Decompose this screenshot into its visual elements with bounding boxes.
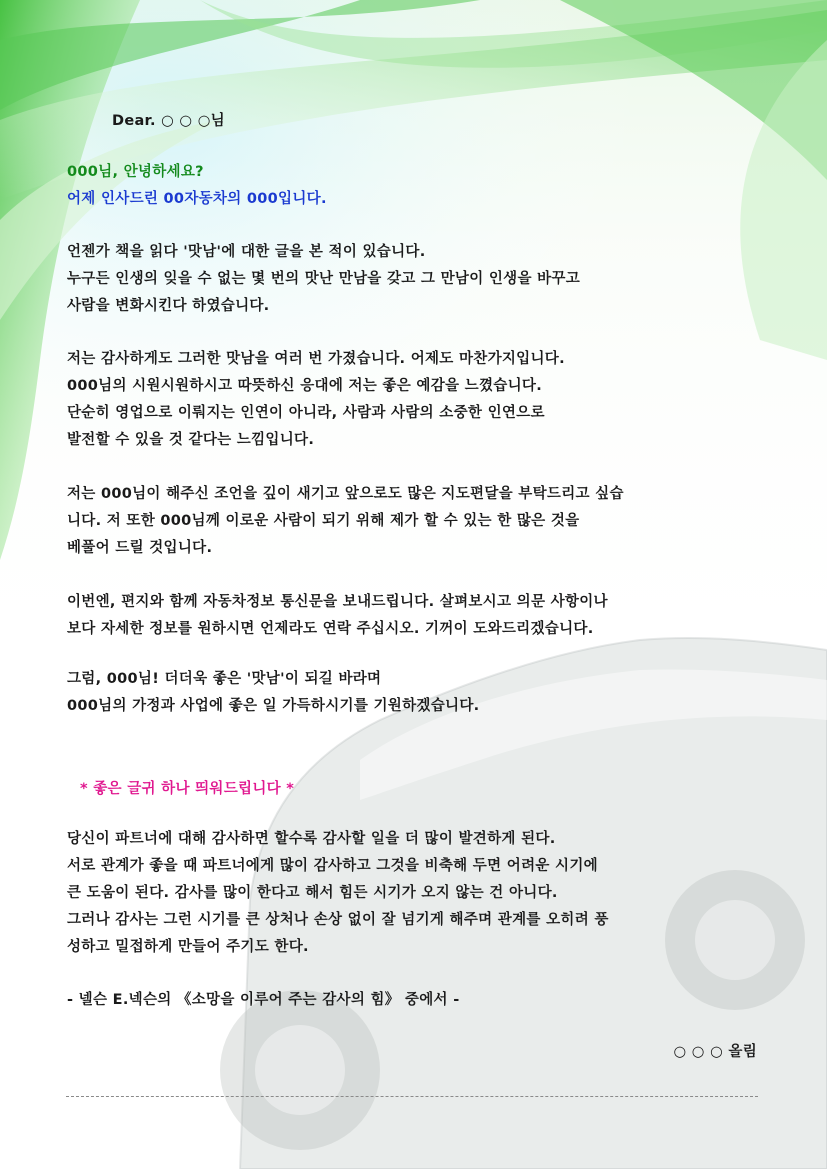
paragraph-line: 저는 000님이 해주신 조언을 깊이 새기고 앞으로도 많은 지도편달을 부탁드리고 싶습 xyxy=(67,486,624,502)
paragraph-line: 보다 자세한 정보를 원하시면 언제라도 연락 주십시오. 기꺼이 도와드리겠습니다. xyxy=(67,621,594,637)
paragraph-line: 니다. 저 또한 000님께 이로운 사람이 되기 위해 제가 할 수 있는 한 많은 것을 xyxy=(67,513,580,529)
quote-line: 서로 관계가 좋을 때 파트너에게 많이 감사하고 그것을 비축해 두면 어려운 시기에 xyxy=(67,858,598,874)
quote-line: 그러나 감사는 그런 시기를 큰 상처나 손상 없이 잘 넘기게 해주며 관계를 오히려 풍 xyxy=(67,912,609,928)
paragraph-line: 베풀어 드릴 것입니다. xyxy=(67,540,213,556)
intro-line: 어제 인사드린 00자동차의 000입니다. xyxy=(67,191,327,207)
paragraph-line: 누구든 인생의 잊을 수 없는 몇 번의 맛난 만남을 갖고 그 만남이 인생을 바꾸고 xyxy=(67,271,581,287)
quote-source: - 넬슨 E.넥슨의 《소망을 이루어 주는 감사의 힘》 중에서 - xyxy=(67,992,460,1008)
quote-line: 당신이 파트너에 대해 감사하면 할수록 감사할 일을 더 많이 발견하게 된다. xyxy=(67,831,556,847)
paragraph-line: 이번엔, 편지와 함께 자동차정보 통신문을 보내드립니다. 살펴보시고 의문 사항이나 xyxy=(67,594,608,610)
signature: ○ ○ ○ 올림 xyxy=(673,1044,757,1060)
paragraph-line: 000님의 시원시원하시고 따뜻하신 응대에 저는 좋은 예감을 느꼈습니다. xyxy=(67,378,543,394)
paragraph-line: 저는 감사하게도 그러한 맛남을 여러 번 가졌습니다. 어제도 마찬가지입니다. xyxy=(67,351,565,367)
paragraph-line: 000님의 가정과 사업에 좋은 일 가득하시기를 기원하겠습니다. xyxy=(67,698,480,714)
paragraph-line: 언젠가 책을 읽다 '맛남'에 대한 글을 본 적이 있습니다. xyxy=(67,244,426,260)
quote-heading: * 좋은 글귀 하나 띄워드립니다 * xyxy=(80,781,295,797)
paragraph-line: 발전할 수 있을 것 같다는 느낌입니다. xyxy=(67,432,315,448)
paragraph-line: 사람을 변화시킨다 하였습니다. xyxy=(67,298,270,314)
quote-line: 큰 도움이 된다. 감사를 많이 한다고 해서 힘든 시기가 오지 않는 건 아니다. xyxy=(67,885,558,901)
quote-line: 성하고 밀접하게 만들어 주기도 한다. xyxy=(67,939,309,955)
footer-divider xyxy=(66,1096,758,1097)
intro-line: 000님, 안녕하세요? xyxy=(67,164,204,180)
paragraph-line: 그럼, 000님! 더더욱 좋은 '맛남'이 되길 바라며 xyxy=(67,671,382,687)
paragraph-line: 단순히 영업으로 이뤄지는 인연이 아니라, 사람과 사람의 소중한 인연으로 xyxy=(67,405,545,421)
greeting: Dear. ○ ○ ○님 xyxy=(112,113,225,129)
